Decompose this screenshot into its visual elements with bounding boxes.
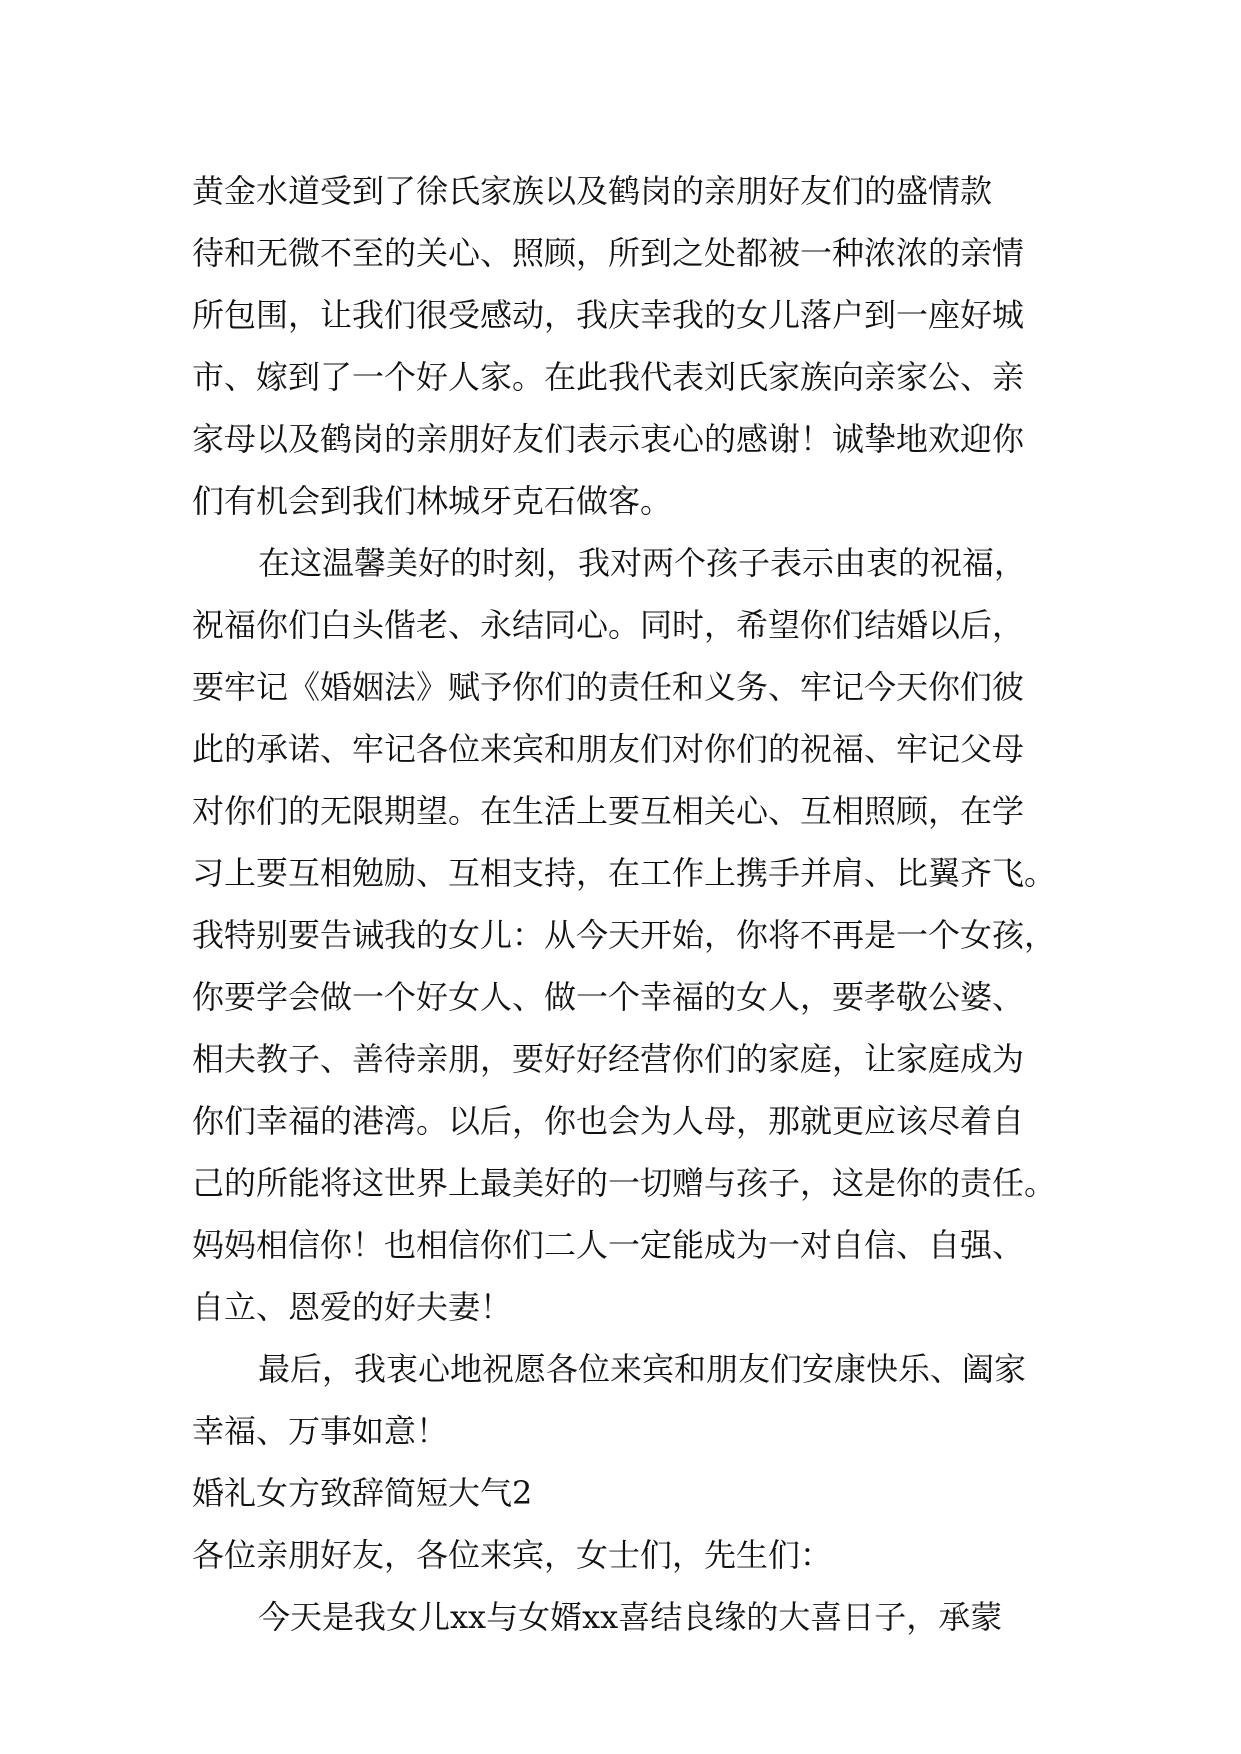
text-line: 要牢记《婚姻法》赋予你们的责任和义务、牢记今天你们彼 — [192, 668, 1025, 706]
text-line: 你要学会做一个好女人、做一个幸福的女人，要孝敬公婆、 — [192, 978, 1025, 1016]
text-line: 自立、恩爱的好夫妻！ — [192, 1288, 513, 1326]
salutation-line: 各位亲朋好友，各位来宾，女士们，先生们： — [192, 1536, 833, 1574]
text-line: 所包围，让我们很受感动，我庆幸我的女儿落户到一座好城 — [192, 296, 1025, 334]
text-line: 祝福你们白头偕老、永结同心。同时，希望你们结婚以后， — [192, 606, 1025, 644]
text-line: 待和无微不至的关心、照顾，所到之处都被一种浓浓的亲情 — [192, 234, 1025, 272]
text-line: 黄金水道受到了徐氏家族以及鹤岗的亲朋好友们的盛情款 — [192, 172, 993, 210]
text-line: 你们幸福的港湾。以后，你也会为人母，那就更应该尽着自 — [192, 1102, 1025, 1140]
text-line: 我特别要告诫我的女儿：从今天开始，你将不再是一个女孩， — [192, 916, 1057, 954]
text-line: 此的承诺、牢记各位来宾和朋友们对你们的祝福、牢记父母 — [192, 730, 1025, 768]
paragraph-first-line: 在这温馨美好的时刻，我对两个孩子表示由衷的祝福， — [258, 544, 1027, 582]
text-line: 习上要互相勉励、互相支持，在工作上携手并肩、比翼齐飞。 — [192, 854, 1057, 892]
text-line: 家母以及鹤岗的亲朋好友们表示衷心的感谢！诚挚地欢迎你 — [192, 420, 1025, 458]
text-line: 对你们的无限期望。在生活上要互相关心、互相照顾，在学 — [192, 792, 1025, 830]
paragraph-first-line: 今天是我女儿xx与女婿xx喜结良缘的大喜日子，承蒙 — [258, 1598, 1003, 1636]
text-line: 们有机会到我们林城牙克石做客。 — [192, 482, 673, 520]
text-line: 幸福、万事如意！ — [192, 1412, 449, 1450]
paragraph-first-line: 最后，我衷心地祝愿各位来宾和朋友们安康快乐、阖家 — [258, 1350, 1027, 1388]
text-line: 相夫教子、善待亲朋，要好好经营你们的家庭，让家庭成为 — [192, 1040, 1025, 1078]
document-body — [192, 160, 1057, 1648]
text-line: 妈妈相信你！也相信你们二人一定能成为一对自信、自强、 — [192, 1226, 1025, 1264]
text-line: 己的所能将这世界上最美好的一切赠与孩子，这是你的责任。 — [192, 1164, 1057, 1202]
section-heading: 婚礼女方致辞简短大气2 — [192, 1474, 533, 1512]
text-line: 市、嫁到了一个好人家。在此我代表刘氏家族向亲家公、亲 — [192, 358, 1025, 396]
